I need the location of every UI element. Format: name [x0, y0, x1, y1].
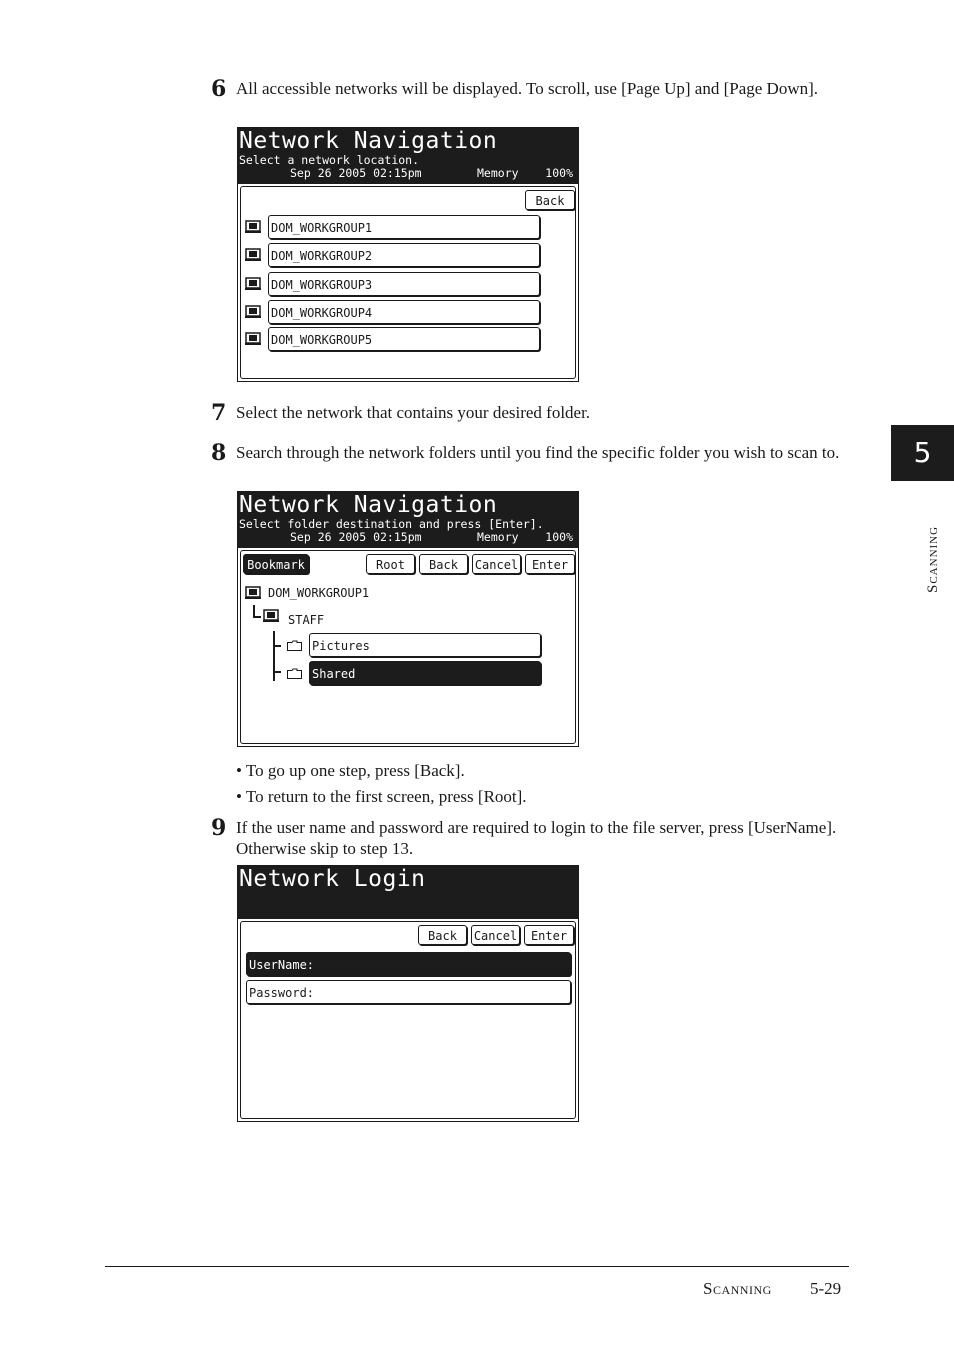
network-icon — [245, 248, 261, 262]
folder-item-pictures[interactable]: Pictures — [309, 633, 541, 657]
login-panel — [240, 921, 576, 1119]
network-item-3[interactable]: DOM_WORKGROUP3 — [268, 272, 540, 296]
tree-line — [273, 671, 281, 673]
status-bar — [238, 167, 578, 181]
password-field[interactable]: Password: — [246, 980, 571, 1004]
username-field[interactable]: UserName: — [246, 952, 571, 976]
cancel-button[interactable]: Cancel — [471, 925, 520, 945]
footer-rule — [105, 1266, 849, 1267]
network-item-4[interactable]: DOM_WORKGROUP4 — [268, 300, 540, 324]
step-number-6: 6 — [211, 76, 227, 102]
folder-item-shared[interactable]: Shared — [309, 661, 541, 685]
bullet-root: • To return to the first screen, press [Root]. — [236, 787, 527, 806]
folder-icon — [287, 640, 302, 651]
enter-button[interactable]: Enter — [525, 554, 575, 574]
root-button[interactable]: Root — [366, 554, 415, 574]
tree-line — [273, 631, 275, 681]
footer-section: Scanning — [703, 1279, 772, 1298]
workgroup-label: DOM_WORKGROUP1 — [268, 586, 370, 600]
chapter-tab: 5 — [891, 425, 954, 481]
datetime: Sep 26 2005 02:15pm — [290, 530, 422, 544]
step-number-8: 8 — [211, 440, 227, 466]
network-icon — [245, 332, 261, 346]
network-item-1[interactable]: DOM_WORKGROUP1 — [268, 215, 540, 239]
memory-value: 100% — [545, 530, 573, 544]
network-icon — [245, 277, 261, 291]
screen-title: Network Navigation — [239, 492, 498, 518]
page-number: 5-29 — [810, 1279, 842, 1298]
tree-line — [273, 645, 281, 647]
network-navigation-screen-2 — [237, 491, 579, 747]
step-7-text: Select the network that contains your desired folder. — [236, 403, 591, 422]
tree-line — [253, 616, 261, 618]
datetime: Sep 26 2005 02:15pm — [290, 166, 422, 180]
step-number-7: 7 — [211, 400, 227, 426]
network-item-2[interactable]: DOM_WORKGROUP2 — [268, 243, 540, 267]
screen-header — [238, 492, 578, 548]
memory-label: Memory — [477, 530, 519, 544]
network-item-5[interactable]: DOM_WORKGROUP5 — [268, 327, 540, 351]
screen-title: Network Login — [239, 866, 426, 892]
screen-subtitle: Select a network location. — [239, 153, 420, 167]
network-icon — [245, 586, 261, 600]
step-6-text: All accessible networks will be displayed. To scroll, use [Page Up] and [Page Down]. — [236, 79, 819, 98]
network-navigation-screen-1 — [237, 127, 579, 382]
network-icon — [245, 305, 261, 319]
folder-icon — [287, 668, 302, 679]
step-number-9: 9 — [211, 815, 227, 841]
network-list-panel — [240, 186, 576, 379]
step-8-text: Search through the network folders until you find the specific folder you wish to scan to. — [236, 443, 840, 462]
screen-subtitle: Select folder destination and press [Enter]. — [239, 517, 544, 531]
back-button[interactable]: Back — [419, 554, 468, 574]
back-button[interactable]: Back — [525, 190, 575, 210]
memory-label: Memory — [477, 166, 519, 180]
memory-value: 100% — [545, 166, 573, 180]
network-icon — [245, 220, 261, 234]
server-label: STAFF — [288, 613, 325, 627]
screen-header — [238, 866, 578, 919]
folder-browser-panel — [240, 550, 576, 744]
screen-header — [238, 128, 578, 184]
screen-title: Network Navigation — [239, 128, 498, 154]
side-section-label — [905, 497, 941, 597]
server-icon — [263, 609, 279, 623]
step-9-text: If the user name and password are required to login to the file server, press [UserName]. Otherwise skip to step 13. — [236, 818, 837, 858]
status-bar — [238, 531, 578, 545]
back-button[interactable]: Back — [418, 925, 467, 945]
cancel-button[interactable]: Cancel — [472, 554, 521, 574]
enter-button[interactable]: Enter — [524, 925, 574, 945]
network-login-screen — [237, 865, 579, 1122]
bullet-back: • To go up one step, press [Back]. — [236, 761, 465, 780]
bookmark-button[interactable]: Bookmark — [243, 554, 309, 574]
side-section-text: Scanning — [925, 525, 941, 593]
